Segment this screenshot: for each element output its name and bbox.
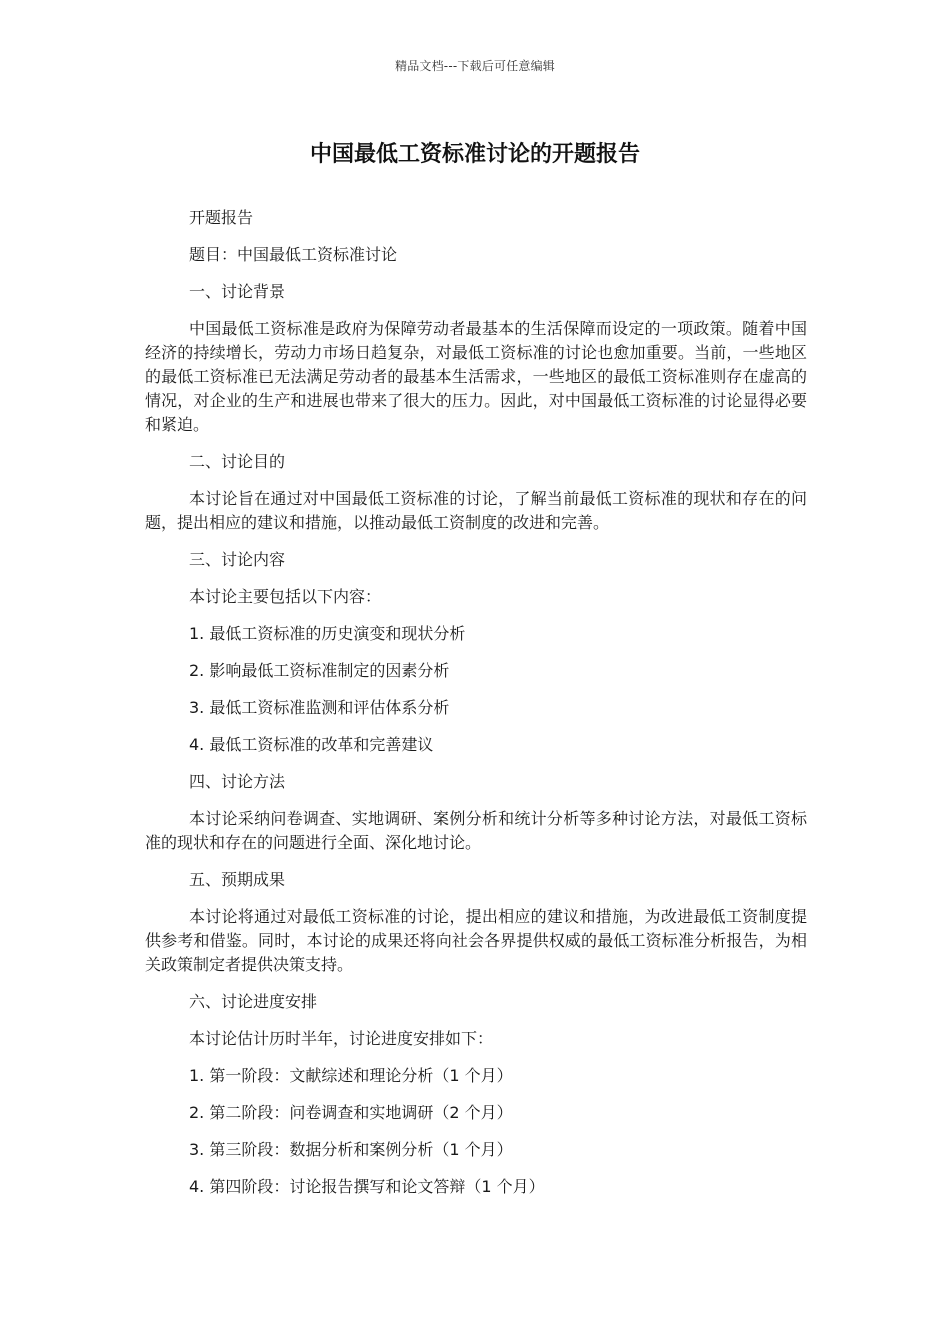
list-item: 4. 第四阶段：讨论报告撰写和论文答辩（1 个月） [189,1177,545,1196]
intro-label: 开题报告 [189,208,254,227]
section-intro-schedule: 本讨论估计历时半年，讨论进度安排如下： [189,1029,494,1048]
list-item: 1. 最低工资标准的历史演变和现状分析 [189,624,466,643]
list-item: 3. 最低工资标准监测和评估体系分析 [189,698,450,717]
section-heading-content: 三、讨论内容 [189,550,286,569]
document-title: 中国最低工资标准讨论的开题报告 [309,142,640,167]
section-text-background: 中国最低工资标准是政府为保障劳动者最基本的生活保障而设定的一项政策。随着中国经济的持续增长，劳动力市场日趋复杂，对最低工资标准的讨论也愈加重要。当前，一些地区的最低工资标准已无法满足劳动者的最基本生活需求，一些地区的最低工资标准则存在虚高的情况，对企业的生产和进展也带来了很大的压力。因此，对中国最低工资标准的讨论显得必要和紧迫。 [145,319,807,434]
section-heading-background: 一、讨论背景 [189,282,286,301]
section-text-results: 本讨论将通过对最低工资标准的讨论，提出相应的建议和措施，为改进最低工资制度提供参考和借鉴。同时，本讨论的成果还将向社会各界提供权威的最低工资标准分析报告，为相关政策制定者提供决策支持。 [145,907,807,974]
list-item: 4. 最低工资标准的改革和完善建议 [189,735,434,754]
section-intro-content: 本讨论主要包括以下内容： [189,587,382,606]
list-item: 2. 第二阶段：问卷调查和实地调研（2 个月） [189,1103,513,1122]
list-item: 3. 第三阶段：数据分析和案例分析（1 个月） [189,1140,513,1159]
subject-line: 题目：中国最低工资标准讨论 [189,245,398,264]
section-heading-results: 五、预期成果 [189,870,286,889]
section-heading-purpose: 二、讨论目的 [189,452,286,471]
page-header-note: 精品文档---下载后可任意编辑 [395,59,555,73]
document-body [145,206,807,1212]
section-text-method: 本讨论采纳问卷调查、实地调研、案例分析和统计分析等多种讨论方法，对最低工资标准的现状和存在的问题进行全面、深化地讨论。 [145,809,807,852]
list-item: 2. 影响最低工资标准制定的因素分析 [189,661,450,680]
list-item: 1. 第一阶段：文献综述和理论分析（1 个月） [189,1066,513,1085]
section-heading-schedule: 六、讨论进度安排 [189,992,318,1011]
section-heading-method: 四、讨论方法 [189,772,286,791]
section-text-purpose: 本讨论旨在通过对中国最低工资标准的讨论，了解当前最低工资标准的现状和存在的问题，提出相应的建议和措施，以推动最低工资制度的改进和完善。 [145,489,807,532]
